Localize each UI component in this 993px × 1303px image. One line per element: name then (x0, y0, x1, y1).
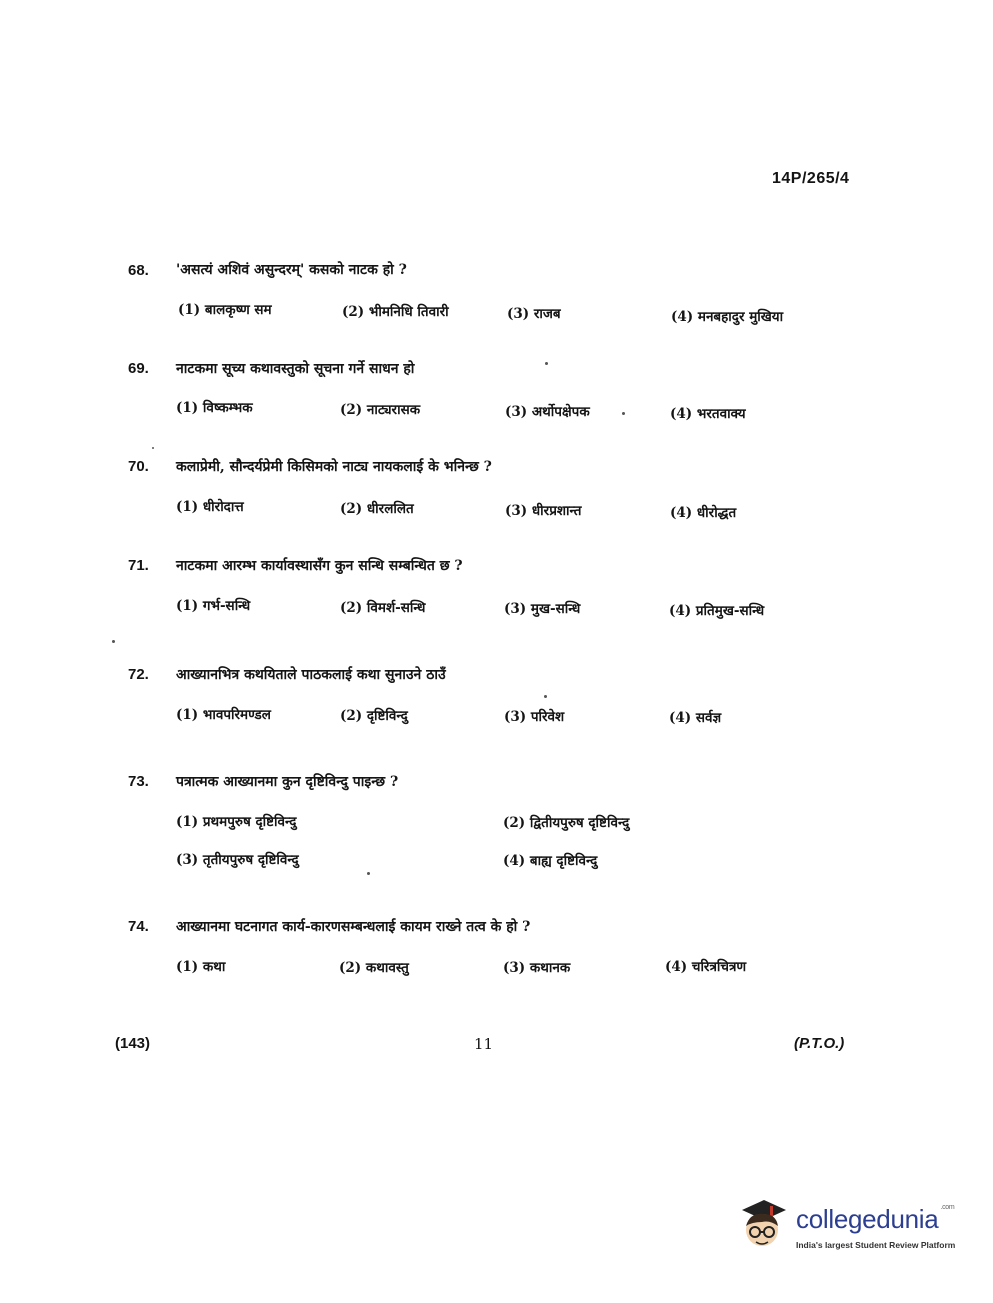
option: (3) तृतीयपुरुष दृष्टिविन्दु (176, 852, 299, 868)
option: (4) सर्वज्ञ (669, 710, 722, 726)
scan-speck (622, 412, 625, 415)
option: (4) चरित्रचित्रण (665, 959, 747, 975)
question-number: 72. (128, 666, 149, 683)
scan-speck (544, 695, 547, 698)
brand-suffix: .com (940, 1204, 955, 1211)
question-number: 70. (128, 458, 149, 475)
brand-tagline: India's largest Student Review Platform (796, 1240, 956, 1250)
option: (1) गर्भ-सन्धि (176, 598, 251, 614)
footer-code: (143) (115, 1035, 151, 1052)
question-text: आख्यानभित्र कथयिताले पाठकलाई कथा सुनाउने ठाउँ (176, 667, 446, 683)
scan-speck (367, 872, 370, 875)
question-text: 'असत्यं अशिवं असुन्दरम्' कसको नाटक हो ? (176, 262, 407, 278)
option: (1) प्रथमपुरुष दृष्टिविन्दु (176, 814, 297, 830)
pto-label: (P.T.O.) (794, 1035, 845, 1052)
question-number: 71. (128, 557, 149, 574)
scan-speck (545, 362, 548, 365)
mascot-icon (736, 1196, 792, 1254)
option: (1) कथा (176, 959, 226, 975)
question-text: नाटकमा सूच्य कथावस्तुको सूचना गर्ने साधन हो (176, 361, 415, 377)
option: (2) कथावस्तु (339, 960, 409, 976)
brand-text: collegedunia (796, 1204, 939, 1234)
option: (3) कथानक (503, 960, 571, 976)
question-text: आख्यानमा घटनागत कार्य-कारणसम्बन्धलाई कायम राख्ने तत्व के हो ? (176, 919, 531, 935)
option: (3) धीरप्रशान्त (505, 503, 582, 519)
question-text: नाटकमा आरम्भ कार्यावस्थासँग कुन सन्धि सम्बन्धित छ ? (176, 558, 463, 574)
option: (2) धीरललित (340, 501, 414, 517)
option: (4) भरतवाक्य (670, 406, 746, 422)
option: (2) नाट्यरासक (340, 402, 421, 418)
option: (1) धीरोदात्त (176, 499, 244, 515)
question-text: पत्रात्मक आख्यानमा कुन दृष्टिविन्दु पाइन्छ ? (176, 774, 399, 790)
option: (4) बाह्य दृष्टिविन्दु (503, 853, 598, 869)
scan-speck (112, 640, 115, 643)
option: (1) बालकृष्ण सम (178, 302, 272, 318)
option: (2) द्वितीयपुरुष दृष्टिविन्दु (503, 815, 630, 831)
paper-code: 14P/265/4 (772, 170, 850, 187)
scan-speck (152, 447, 154, 449)
option: (3) अर्थोपक्षेपक (505, 404, 590, 420)
question-text: कलाप्रेमी, सौन्दर्यप्रेमी किसिमको नाट्य नायकलाई के भनिन्छ ? (176, 459, 492, 475)
option: (3) मुख-सन्धि (504, 601, 581, 617)
option: (2) विमर्श-सन्धि (340, 600, 426, 616)
option: (1) भावपरिमण्डल (176, 707, 271, 723)
option: (2) भीमनिधि तिवारी (342, 304, 449, 320)
option: (3) राजब (507, 306, 561, 322)
page-number: 11 (474, 1035, 494, 1053)
option: (2) दृष्टिविन्दु (340, 708, 408, 724)
question-number: 68. (128, 262, 149, 279)
question-number: 69. (128, 360, 149, 377)
option: (4) धीरोद्धत (670, 505, 737, 521)
question-number: 74. (128, 918, 149, 935)
option: (3) परिवेश (504, 709, 565, 725)
collegedunia-watermark (736, 1196, 966, 1256)
option: (4) मनबहादुर मुखिया (671, 309, 784, 325)
option: (1) विष्कम्भक (176, 400, 253, 416)
question-number: 73. (128, 773, 149, 790)
option: (4) प्रतिमुख-सन्धि (669, 603, 765, 619)
brand-name (796, 1204, 954, 1235)
